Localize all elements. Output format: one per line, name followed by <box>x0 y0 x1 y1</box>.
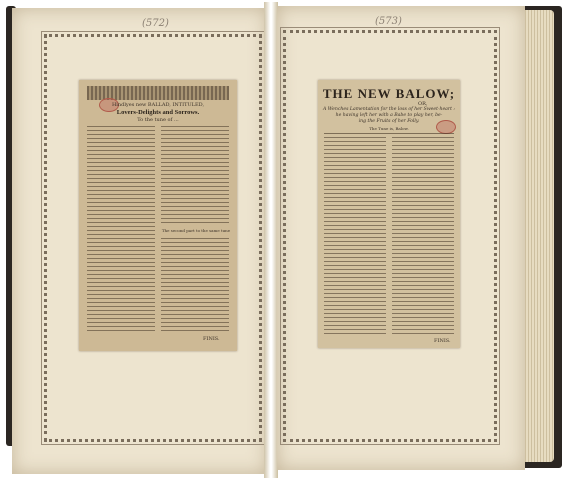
right-broadside-column-1 <box>324 137 386 335</box>
right-library-stamp <box>436 120 456 134</box>
book-gutter <box>264 2 278 478</box>
right-broadside-tune: The Tune is, Balow. <box>369 126 409 131</box>
right-broadside-subtitle-3: ing the Fruits of her Folly. <box>358 119 420 124</box>
right-broadside-column-2 <box>392 137 454 335</box>
right-broadside-rule <box>324 133 454 134</box>
right-broadside-title: THE NEW BALOW; <box>322 86 456 101</box>
left-broadside-slip <box>79 80 237 351</box>
right-broadside-subtitle-1: A Wenches Lamentation for the loss of her Sweet-heart : <box>323 107 455 112</box>
left-broadside-column-1 <box>87 126 155 334</box>
left-broadside-tune: To the tune of ... <box>137 117 179 123</box>
page-block-fore-edge <box>520 10 554 462</box>
left-broadside-column-2 <box>161 126 229 224</box>
right-page-folio: (573) <box>375 16 402 27</box>
left-broadside-header-line: Hindlyes new BALLAD, INTITULED, <box>111 102 205 108</box>
right-broadside-slip <box>318 80 460 348</box>
left-broadside-footer: FINIS. <box>203 336 220 342</box>
left-page-folio: (572) <box>142 18 169 29</box>
left-broadside-title: Lovers-Delights and Sorrows. <box>116 109 200 116</box>
left-broadside-second-part: The second part to the same tune <box>161 228 231 233</box>
right-broadside-or: OR, <box>418 101 428 107</box>
right-broadside-subtitle-2: he having left her with a Babe to play her, be- <box>335 113 443 118</box>
right-broadside-footer: FINIS. <box>434 338 451 344</box>
left-broadside-column-2-lower <box>161 238 229 334</box>
